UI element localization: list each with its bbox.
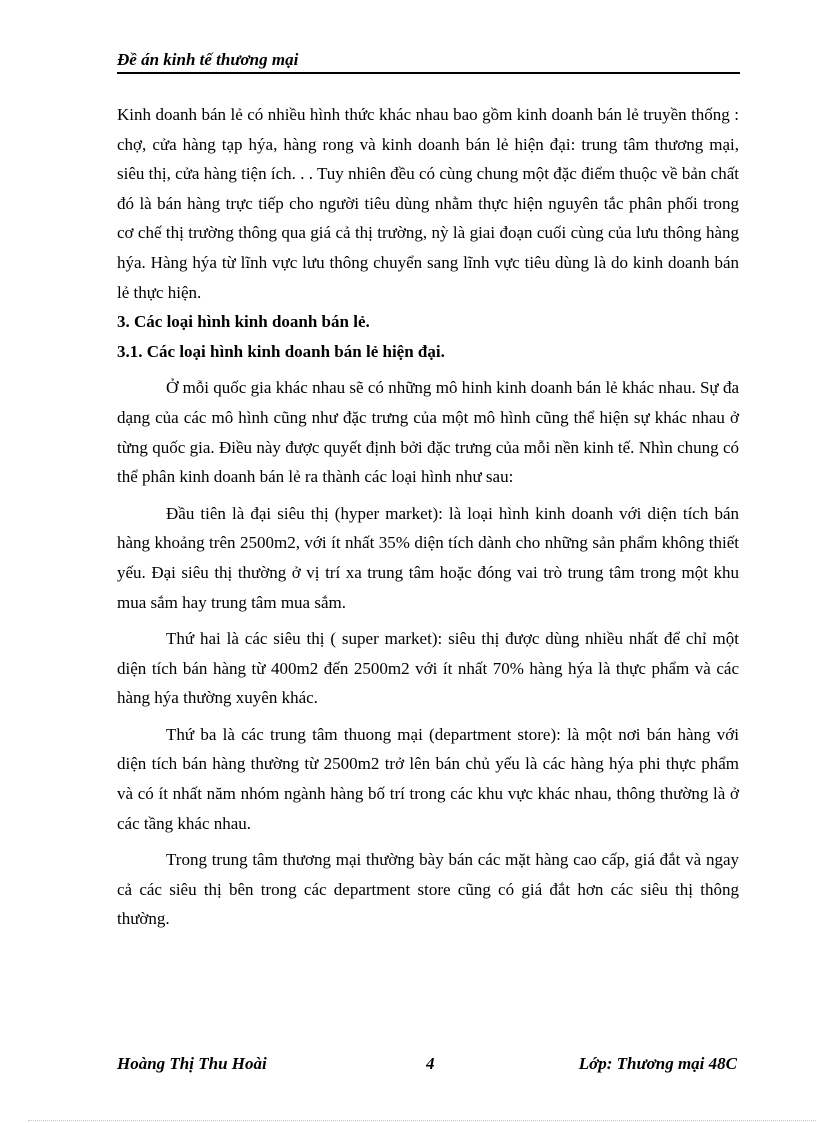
paragraph-hypermarket: Đầu tiên là đại siêu thị (hyper market): là loại hình kinh doanh với diện tích bán hàng khoảng trên 2500m2, với ít nhất 35% diện tích dành cho những sản phẩm không thiết yếu. Đại siêu thị thường ở vị trí xa trung tâm hoặc đóng vai trò trung tâm trong một khu mua sắm hay trung tâm mua sắm. [117,503,739,612]
document-body [117,100,739,934]
paragraph-intro: Kinh doanh bán lẻ có nhiều hình thức khác nhau bao gồm kinh doanh bán lẻ truyền thống : chợ, cửa hàng tạp hýa, hàng rong và kinh doanh bán lẻ hiện đại: trung tâm thương mại, siêu thị, cửa hàng tiện ích. . . Tuy nhiên đều có cùng chung một đặc điểm thuộc về bản chất đó là bán hàng trực tiếp cho người tiêu dùng nhằm thực hiện nguyên tắc phân phối trong cơ chế thị trường thông qua giá cả thị trường, nỳ là giai đoạn cuối cùng của lưu thông hàng hýa. Hàng hýa từ lĩnh vực lưu thông chuyển sang lĩnh vực tiêu dùng là do kinh doanh bán lẻ thực hiện. [117,105,739,302]
paragraph-supermarket: Thứ hai là các siêu thị ( super market): siêu thị được dùng nhiều nhất để chỉ một diện tích bán hàng từ 400m2 đến 2500m2 với ít nhất 70% hàng hýa là thực phẩm và các hàng hýa thường xuyên khác. [117,629,739,708]
page-footer [117,1054,739,1078]
page-header [117,46,740,74]
subsection-heading: 3.1. Các loại hình kinh doanh bán lẻ hiện đại. [117,341,445,361]
paragraph-luxury-goods: Trong trung tâm thương mại thường bày bán các mặt hàng cao cấp, giá đắt và ngay cả các siêu thị bên trong các department store cũng có giá đắt hơn các siêu thị thông thường. [117,850,739,929]
footer-author: Hoàng Thị Thu Hoài [117,1054,267,1073]
section-heading: 3. Các loại hình kinh doanh bán lẻ. [117,312,370,332]
header-title: Đề án kinh tế thương mại [117,50,299,69]
paragraph-department-store: Thứ ba là các trung tâm thuong mại (department store): là một nơi bán hàng với diện tích bán hàng thường từ 2500m2 trở lên bán chủ yếu là các hàng hýa phi thực phẩm và có ít nhất năm nhóm ngành hàng bố trí trong các khu vực khác nhau, thông thường là ở các tầng khác nhau. [117,724,739,833]
bottom-divider [28,1120,816,1121]
paragraph-overview: Ở mỗi quốc gia khác nhau sẽ có những mô hinh kinh doanh bán lẻ khác nhau. Sự đa dạng của các mô hình cũng như đặc trưng của một mô hình cũng thể hiện sự khác nhau ở từng quốc gia. Điều này được quyết định bởi đặc trưng của mỗi nền kinh tế. Nhìn chung có thể phân kinh doanh bán lẻ ra thành các loại hình như sau: [117,378,739,487]
page-number: 4 [426,1054,435,1073]
footer-class: Lớp: Thương mại 48C [578,1054,737,1073]
